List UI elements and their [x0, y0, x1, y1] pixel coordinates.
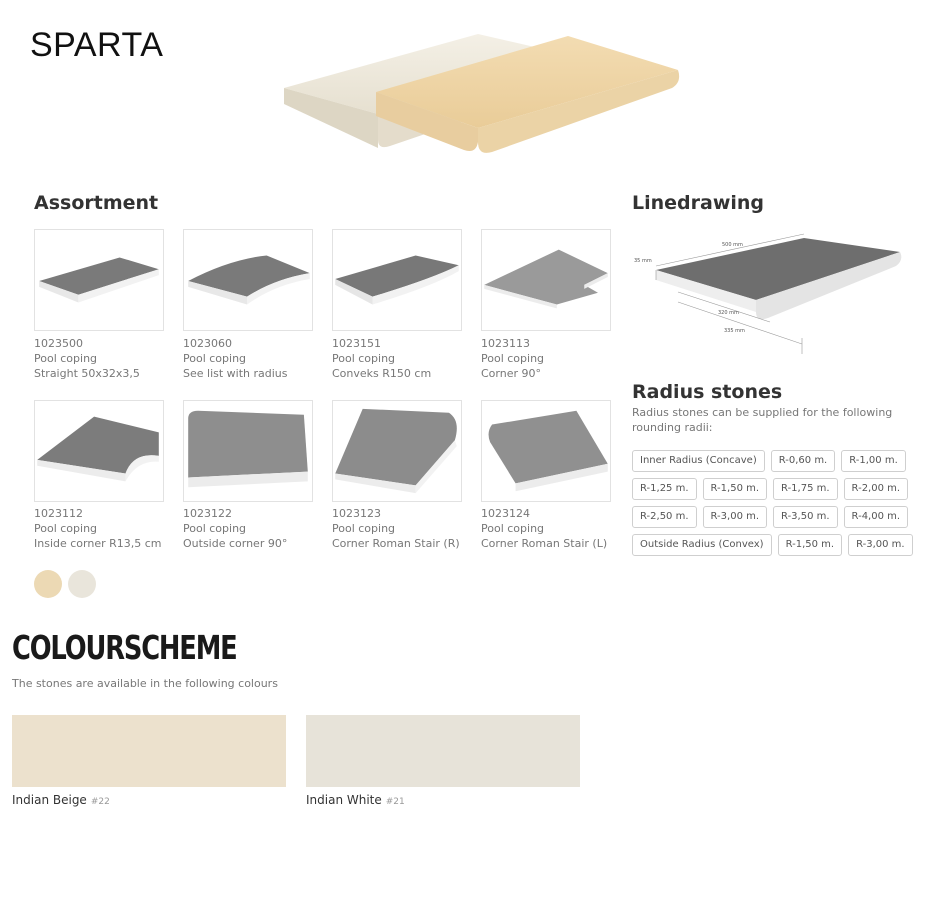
- assortment-title: Assortment: [34, 192, 159, 214]
- caption-1023122: [183, 506, 323, 551]
- colourscheme-title: COLOURSCHEME: [12, 628, 237, 667]
- product-image-roman-stair-l[interactable]: [481, 400, 611, 502]
- dim-total-label: 335 mm: [724, 328, 745, 334]
- colour-label-indian-beige: [12, 793, 110, 807]
- caption-1023500: [34, 336, 174, 381]
- radius-chip[interactable]: R-2,00 m.: [844, 478, 909, 500]
- radius-chip[interactable]: R-1,75 m.: [773, 478, 838, 500]
- product-type: Pool coping: [481, 352, 545, 365]
- product-type: Pool coping: [183, 352, 247, 365]
- product-desc: Straight 50x32x3,5: [34, 367, 140, 380]
- product-desc: Corner 90°: [481, 367, 541, 380]
- radius-chip[interactable]: R-1,25 m.: [632, 478, 697, 500]
- colourscheme-subtitle: The stones are available in the following colours: [12, 677, 278, 690]
- chip-row: [632, 478, 912, 500]
- product-image-roman-stair-r[interactable]: [332, 400, 462, 502]
- product-image-radius[interactable]: [183, 229, 313, 331]
- caption-1023060: [183, 336, 323, 381]
- colour-tile-indian-beige[interactable]: [12, 715, 286, 787]
- product-code: 1023122: [183, 507, 232, 520]
- product-type: Pool coping: [332, 352, 396, 365]
- product-code: 1023124: [481, 507, 530, 520]
- dim-height-label: 35 mm: [634, 258, 652, 264]
- caption-1023113: [481, 336, 621, 381]
- radius-chip[interactable]: Inner Radius (Concave): [632, 450, 765, 472]
- product-type: Pool coping: [34, 352, 98, 365]
- caption-1023124: [481, 506, 621, 551]
- radius-title: Radius stones: [632, 381, 783, 403]
- product-code: 1023123: [332, 507, 381, 520]
- colour-code: #21: [385, 797, 405, 807]
- product-code: 1023112: [34, 507, 83, 520]
- radius-chip[interactable]: R-4,00 m.: [844, 506, 909, 528]
- radius-description: Radius stones can be supplied for the following rounding radii:: [632, 406, 893, 434]
- product-type: Pool coping: [34, 522, 98, 535]
- radius-chip[interactable]: R-1,50 m.: [703, 478, 768, 500]
- colour-swatch-white[interactable]: [68, 570, 96, 598]
- colour-label-indian-white: [306, 793, 405, 807]
- product-image-outside-corner[interactable]: [183, 400, 313, 502]
- radius-chip-list: [632, 450, 912, 562]
- radius-chip[interactable]: R-3,00 m.: [703, 506, 768, 528]
- product-desc: Conveks R150 cm: [332, 367, 432, 380]
- linedrawing-diagram: [632, 226, 904, 358]
- product-image-corner[interactable]: [481, 229, 611, 331]
- radius-chip[interactable]: R-3,50 m.: [773, 506, 838, 528]
- hero-product-image: [278, 30, 688, 160]
- colour-name: Indian White: [306, 793, 382, 807]
- radius-chip[interactable]: R-1,50 m.: [778, 534, 843, 556]
- product-code: 1023113: [481, 337, 530, 350]
- product-image-straight[interactable]: [34, 229, 164, 331]
- caption-1023112: [34, 506, 174, 551]
- brand-title: SPARTA: [30, 26, 164, 64]
- product-type: Pool coping: [332, 522, 396, 535]
- product-desc: Outside corner 90°: [183, 537, 288, 550]
- caption-1023123: [332, 506, 472, 551]
- chip-row: [632, 534, 912, 556]
- product-image-inside-corner[interactable]: [34, 400, 164, 502]
- product-type: Pool coping: [481, 522, 545, 535]
- product-image-convex[interactable]: [332, 229, 462, 331]
- radius-chip[interactable]: R-3,00 m.: [848, 534, 913, 556]
- dim-width-label: 320 mm: [718, 310, 739, 316]
- product-code: 1023060: [183, 337, 232, 350]
- dim-length-label: 500 mm: [722, 242, 743, 248]
- colour-tile-indian-white[interactable]: [306, 715, 580, 787]
- colour-code: #22: [90, 797, 110, 807]
- caption-1023151: [332, 336, 472, 381]
- product-code: 1023500: [34, 337, 83, 350]
- product-type: Pool coping: [183, 522, 247, 535]
- colour-swatch-beige[interactable]: [34, 570, 62, 598]
- radius-chip[interactable]: R-1,00 m.: [841, 450, 906, 472]
- product-desc: Corner Roman Stair (L): [481, 537, 608, 550]
- radius-chip[interactable]: R-0,60 m.: [771, 450, 836, 472]
- product-desc: Corner Roman Stair (R): [332, 537, 460, 550]
- chip-row: [632, 506, 912, 528]
- radius-chip[interactable]: R-2,50 m.: [632, 506, 697, 528]
- product-code: 1023151: [332, 337, 381, 350]
- radius-chip[interactable]: Outside Radius (Convex): [632, 534, 772, 556]
- chip-row: [632, 450, 912, 472]
- product-desc: Inside corner R13,5 cm: [34, 537, 162, 550]
- colour-name: Indian Beige: [12, 793, 87, 807]
- product-desc: See list with radius: [183, 367, 288, 380]
- linedrawing-title: Linedrawing: [632, 192, 765, 214]
